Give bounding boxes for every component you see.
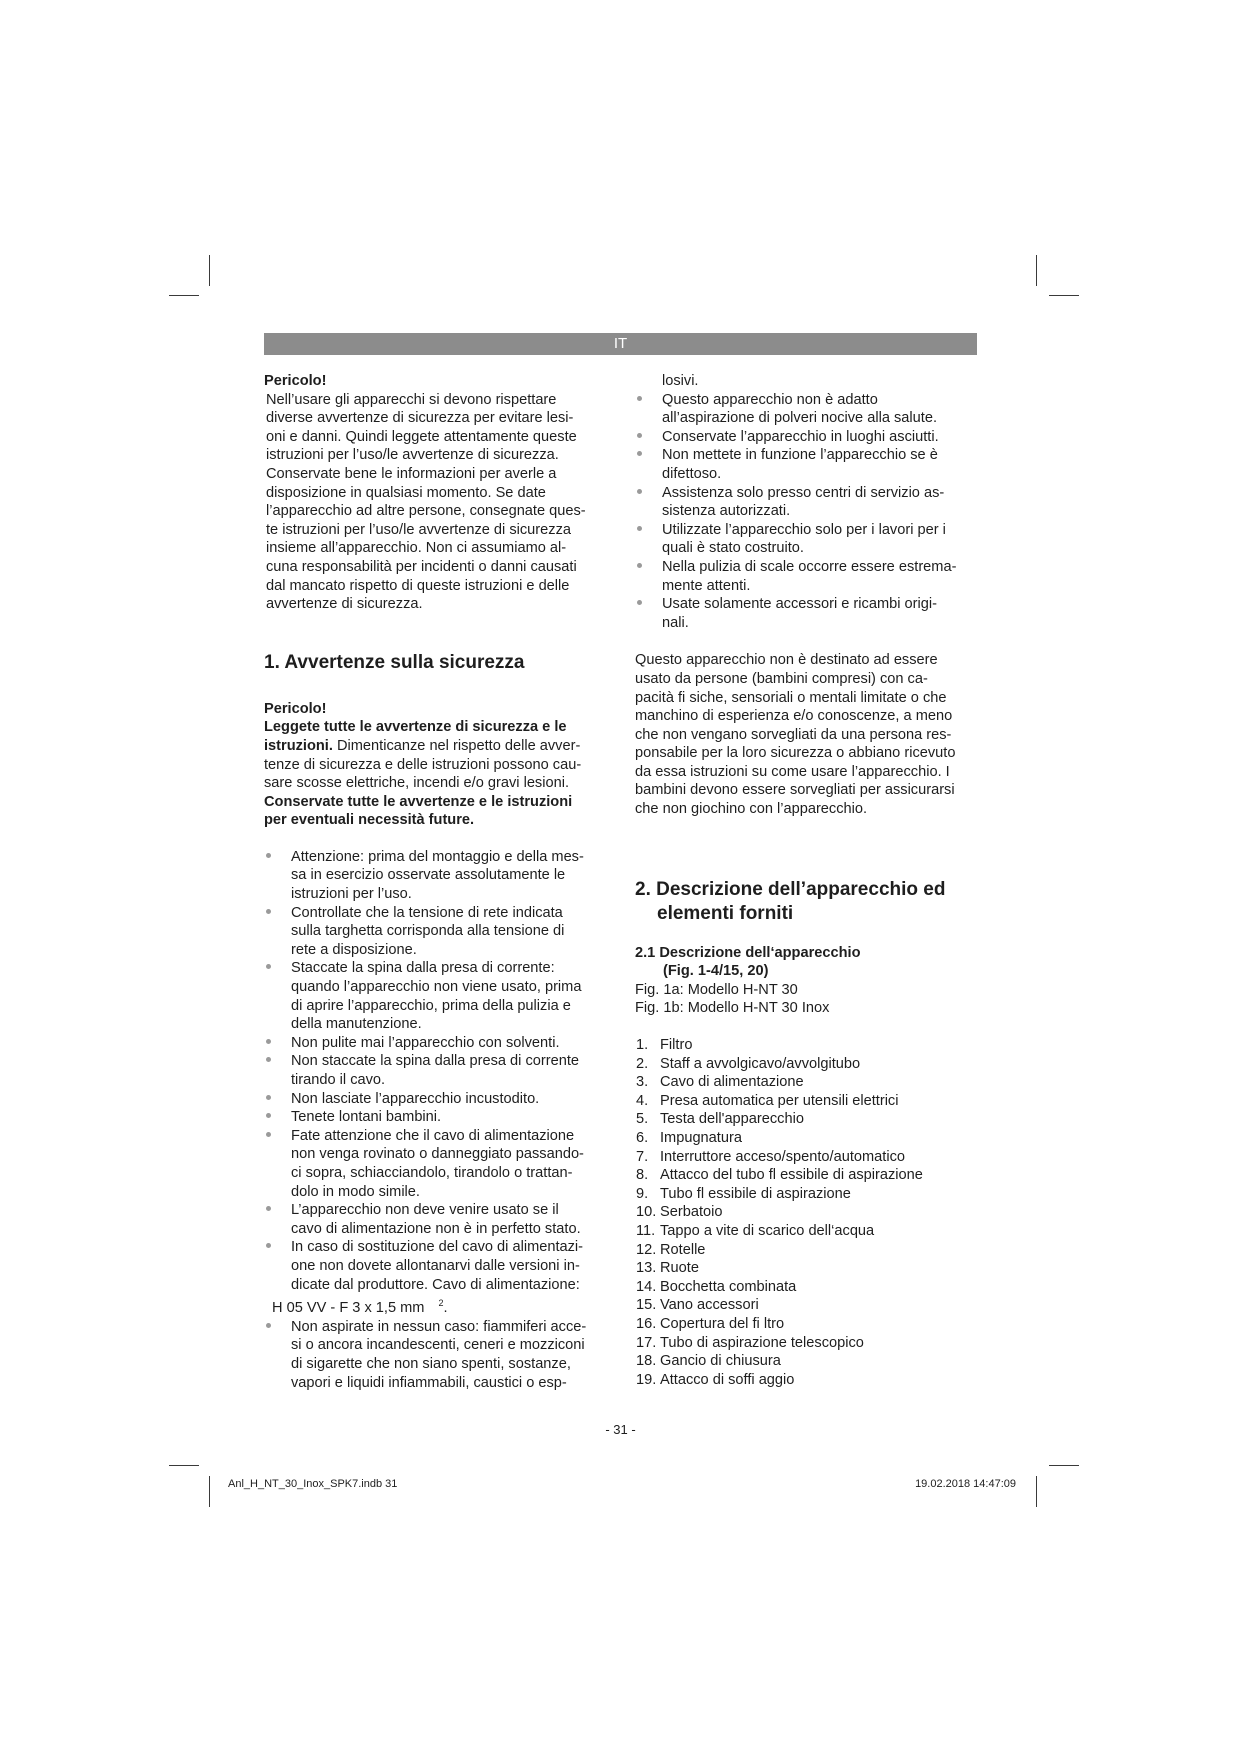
item-label: Impugnatura xyxy=(660,1130,742,1146)
text-line: cavo di alimentazione non è in perfetto stato. xyxy=(291,1220,581,1237)
list-item xyxy=(264,904,604,960)
crop-mark xyxy=(1049,295,1079,296)
list-item xyxy=(635,1129,980,1148)
language-label: IT xyxy=(613,335,628,352)
text-line: Fig. 1b: Modello H-NT 30 Inox xyxy=(635,1000,830,1017)
item-label: Interruttore acceso/spento/automatico xyxy=(660,1148,905,1165)
list-item xyxy=(635,1166,980,1185)
title-line: 2.1 Descrizione dell‘apparecchio xyxy=(635,944,861,961)
text-line: mente attenti. xyxy=(662,577,751,594)
item-number: 8. xyxy=(636,1167,649,1184)
left-column xyxy=(264,372,604,1392)
text-line: Non staccate la spina dalla presa di corrente xyxy=(291,1053,579,1070)
text-line: Fate attenzione che il cavo di alimentazione xyxy=(291,1127,575,1144)
list-item xyxy=(635,1315,980,1334)
item-label: Tubo di aspirazione telescopico xyxy=(660,1334,864,1351)
item-number: 3. xyxy=(636,1074,649,1091)
crop-mark xyxy=(209,255,210,286)
list-item xyxy=(635,595,980,632)
item-label: Gancio di chiusura xyxy=(660,1353,781,1370)
text-line: sare scosse elettriche, incendi e/o gravi lesioni. xyxy=(264,775,570,792)
text-line: sa in esercizio osservate assolutamente le xyxy=(291,867,566,884)
safety-bullet-list-right xyxy=(635,391,980,633)
text-line: da essa istruzioni su come usare l’apparecchio. I xyxy=(635,763,950,780)
text-line: Controllate che la tensione di rete indicata xyxy=(291,904,563,921)
crop-mark xyxy=(1049,1465,1079,1466)
item-number: 5. xyxy=(636,1111,649,1128)
subsection-title xyxy=(635,944,980,981)
item-number: 9. xyxy=(636,1185,649,1202)
item-label: Filtro xyxy=(660,1037,693,1054)
crop-mark xyxy=(209,1476,210,1507)
list-item xyxy=(635,558,980,595)
list-item xyxy=(635,1203,980,1222)
list-item xyxy=(264,1318,604,1392)
normal-run: Dimenticanze nel rispetto delle avver- xyxy=(332,737,581,754)
text-line: nali. xyxy=(662,614,689,631)
text-line: istruzioni per l’uso. xyxy=(291,886,412,903)
title-line: (Fig. 1-4/15, 20) xyxy=(663,963,769,980)
text-line: insieme all’apparecchio. Non ci assumiamo al- xyxy=(266,540,567,557)
text-line: one non dovete allontanarvi dalle versioni in- xyxy=(291,1257,580,1274)
list-item xyxy=(635,1352,980,1371)
item-label: Staff a avvolgicavo/avvolgitubo xyxy=(660,1055,861,1072)
text-line: Conservate bene le informazioni per averle a xyxy=(266,465,557,482)
text-line: istruzioni per l’uso/le avvertenze di sicurezza. xyxy=(266,447,559,464)
item-label: Tubo fl essibile di aspirazione xyxy=(660,1185,851,1202)
item-number: 1. xyxy=(636,1037,649,1054)
item-number: 10. xyxy=(636,1204,657,1221)
text-line: disposizione in qualsiasi momento. Se date xyxy=(266,484,546,501)
text-line: Tenete lontani bambini. xyxy=(291,1109,442,1126)
text-line: ci sopra, schiacciandolo, tirandolo o trattan- xyxy=(291,1164,573,1181)
item-label: Ruote xyxy=(660,1260,699,1277)
list-item xyxy=(635,446,980,483)
item-number: 17. xyxy=(636,1334,657,1351)
intro-heading: Pericolo! xyxy=(264,373,327,389)
cable-spec-text: H 05 VV - F 3 x 1,5 mm xyxy=(272,1300,425,1317)
item-label: Cavo di alimentazione xyxy=(660,1074,804,1091)
section-1-title: 1. Avvertenze sulla sicurezza xyxy=(264,651,525,673)
text-line: diverse avvertenze di sicurezza per evitare lesi- xyxy=(266,410,574,427)
item-number: 11. xyxy=(636,1222,656,1239)
list-item xyxy=(635,1092,980,1111)
section-2-title xyxy=(635,878,980,926)
text-line: all’aspirazione di polveri nocive alla salute. xyxy=(662,410,938,427)
title-line: elementi forniti xyxy=(657,902,794,924)
children-paragraph xyxy=(635,651,980,818)
intro-text xyxy=(264,391,604,614)
item-number: 4. xyxy=(636,1092,649,1109)
item-number: 18. xyxy=(636,1353,657,1370)
text-line: usato da persone (bambini compresi) con ca- xyxy=(635,670,928,687)
item-number: 13. xyxy=(636,1260,657,1277)
item-label: Testa dell'apparecchio xyxy=(660,1111,804,1128)
safety-bullet-list xyxy=(264,848,604,1294)
footer-date-time: 19.02.2018 14:47:09 xyxy=(915,1478,1016,1490)
list-item xyxy=(264,1201,604,1238)
text-line: Non pulite mai l’apparecchio con solventi. xyxy=(291,1034,560,1051)
list-item xyxy=(264,1108,604,1127)
read-instructions-paragraph xyxy=(264,718,604,830)
text-line: l’apparecchio ad altre persone, consegnate ques- xyxy=(266,503,586,520)
footer-file-name: Anl_H_NT_30_Inox_SPK7.indb 31 xyxy=(228,1478,398,1490)
danger-label: Pericolo! xyxy=(264,700,327,717)
text-line: Assistenza solo presso centri di servizio as- xyxy=(662,484,945,501)
item-label: Rotelle xyxy=(660,1241,706,1258)
parts-list xyxy=(635,1036,980,1389)
text-line: di aprire l’apparecchio, prima della pulizia e xyxy=(291,997,571,1014)
title-line: 2. Descrizione dell’apparecchio ed xyxy=(635,878,946,900)
list-item xyxy=(264,1127,604,1201)
text-line: bambini devono essere sorvegliati per assicurarsi xyxy=(635,782,955,799)
text-line: Questo apparecchio non è adatto xyxy=(662,391,878,408)
text-line: In caso di sostituzione del cavo di alimentazi- xyxy=(291,1239,584,1256)
text-line: di sigarette che non siano spenti, sostanze, xyxy=(291,1355,571,1372)
item-number: 16. xyxy=(636,1315,657,1332)
text-line: non venga rovinato o danneggiato passando- xyxy=(291,1146,584,1163)
item-label: Attacco di soffi aggio xyxy=(660,1371,795,1388)
item-label: Bocchetta combinata xyxy=(660,1278,797,1295)
item-number: 6. xyxy=(636,1130,649,1146)
item-number: 19. xyxy=(636,1371,657,1388)
text-line: quali è stato costruito. xyxy=(662,540,804,557)
list-item xyxy=(635,1036,980,1055)
text-line: Staccate la spina dalla presa di corrente: xyxy=(291,960,555,977)
text-line: dicate dal produttore. Cavo di alimentazione: xyxy=(291,1276,580,1293)
list-item xyxy=(635,1073,980,1092)
item-label: Tappo a vite di scarico dell‘acqua xyxy=(660,1222,875,1239)
list-item xyxy=(635,484,980,521)
text-line: sistenza autorizzati. xyxy=(662,503,791,520)
bold-run: istruzioni. xyxy=(264,737,333,754)
text-line: sulla targhetta corrisponda alla tensione di xyxy=(291,923,565,940)
text-line: Questo apparecchio non è destinato ad essere xyxy=(635,652,938,669)
text-line: te istruzioni per l’uso/le avvertenze di sicurezza xyxy=(266,521,571,538)
text-line: manchino di esperienza e/o conoscenze, a meno xyxy=(635,708,953,725)
list-item xyxy=(264,1034,604,1053)
list-item xyxy=(635,1296,980,1315)
item-label: Presa automatica per utensili elettrici xyxy=(660,1092,899,1109)
list-item xyxy=(635,1222,980,1241)
text-line: dolo in modo simile. xyxy=(291,1183,420,1200)
text-line: pacità fi siche, sensoriali o mentali limitate o che xyxy=(635,689,947,706)
text-line: L’apparecchio non deve venire usato se il xyxy=(291,1202,559,1219)
text-line: Attenzione: prima del montaggio e della mes- xyxy=(291,848,584,865)
figure-references xyxy=(635,981,980,1018)
item-label: Serbatoio xyxy=(660,1204,723,1221)
cable-spec: H 05 VV - F 3 x 1,5 mm $^2$. xyxy=(272,1298,448,1317)
text-line: Leggete tutte le avvertenze di sicurezza e le xyxy=(264,719,567,736)
text-line: Conservate l’apparecchio in luoghi asciutti. xyxy=(662,428,939,445)
crop-mark xyxy=(1036,1476,1037,1507)
text-line: Fig. 1a: Modello H-NT 30 xyxy=(635,981,798,998)
list-item xyxy=(635,1148,980,1167)
list-item xyxy=(635,428,980,447)
list-item xyxy=(264,848,604,904)
item-number: 14. xyxy=(636,1278,657,1295)
text-line: rete a disposizione. xyxy=(291,941,417,958)
language-header-bar xyxy=(264,333,977,355)
text-line: Utilizzate l’apparecchio solo per i lavori per i xyxy=(662,521,946,538)
item-number: 12. xyxy=(636,1241,657,1258)
right-column xyxy=(635,372,980,1389)
list-item xyxy=(635,1055,980,1074)
text-line: quando l’apparecchio non viene usato, prima xyxy=(291,979,582,996)
list-item xyxy=(264,1238,604,1294)
text-line: vapori e liquidi infiammabili, caustici o esp- xyxy=(291,1374,567,1391)
text-line: tirando il cavo. xyxy=(291,1072,386,1088)
list-item xyxy=(635,1241,980,1260)
cable-spec-superscript: 2 xyxy=(438,1298,444,1309)
text-line: Conservate tutte le avvertenze e le istruzioni xyxy=(264,793,573,810)
text-line: cuna responsabilità per incidenti o danni causati xyxy=(266,558,577,575)
list-item xyxy=(264,959,604,1033)
text-line: Usate solamente accessori e ricambi origi- xyxy=(662,596,937,613)
list-item xyxy=(635,1259,980,1278)
text-line: ponsabile per la loro sicurezza o abbiano ricevuto xyxy=(635,745,956,762)
crop-mark xyxy=(1036,255,1037,286)
crop-mark xyxy=(169,295,199,296)
crop-mark xyxy=(169,1465,199,1466)
list-item xyxy=(635,1278,980,1297)
text-line: difettoso. xyxy=(662,465,722,482)
text-line: avvertenze di sicurezza. xyxy=(266,596,423,613)
text-line: che non vengano sorvegliati da una persona res- xyxy=(635,726,952,743)
text-line: che non giochino con l’apparecchio. xyxy=(635,801,868,818)
list-item xyxy=(635,1371,980,1390)
bullet-continuation: losivi. xyxy=(662,373,699,389)
item-label: Vano accessori xyxy=(660,1297,759,1314)
text-line: Non aspirate in nessun caso: fiammiferi acce- xyxy=(291,1318,587,1335)
text-line: oni e danni. Quindi leggete attentamente queste xyxy=(266,428,577,445)
text-line: Non lasciate l’apparecchio incustodito. xyxy=(291,1090,540,1107)
list-item xyxy=(264,1052,604,1089)
list-item xyxy=(635,1185,980,1204)
text-line: Nella pulizia di scale occorre essere estrema- xyxy=(662,558,957,575)
text-line: Non mettete in funzione l’apparecchio se è xyxy=(662,447,938,464)
safety-bullet-list-continued xyxy=(264,1318,604,1392)
list-item xyxy=(264,1090,604,1109)
text-line: della manutenzione. xyxy=(291,1016,422,1033)
item-label: Attacco del tubo fl essibile di aspirazione xyxy=(660,1167,923,1184)
list-item xyxy=(635,1334,980,1353)
page-number: - 31 - xyxy=(605,1422,636,1437)
text-line xyxy=(264,737,604,756)
list-item xyxy=(635,391,980,428)
text-line: tenze di sicurezza e delle istruzioni possono cau- xyxy=(264,756,582,773)
item-number: 2. xyxy=(636,1055,649,1072)
text-line: Nell’usare gli apparecchi si devono rispettare xyxy=(266,391,557,408)
text-line: per eventuali necessità future. xyxy=(264,812,475,829)
text-line: si o ancora incandescenti, ceneri e mozziconi xyxy=(291,1337,585,1354)
text-line: dal mancato rispetto di queste istruzioni e delle xyxy=(266,577,570,594)
item-label: Copertura del fi ltro xyxy=(660,1315,785,1332)
list-item xyxy=(635,1110,980,1129)
item-number: 15. xyxy=(636,1297,657,1314)
list-item xyxy=(635,521,980,558)
item-number: 7. xyxy=(636,1148,649,1165)
